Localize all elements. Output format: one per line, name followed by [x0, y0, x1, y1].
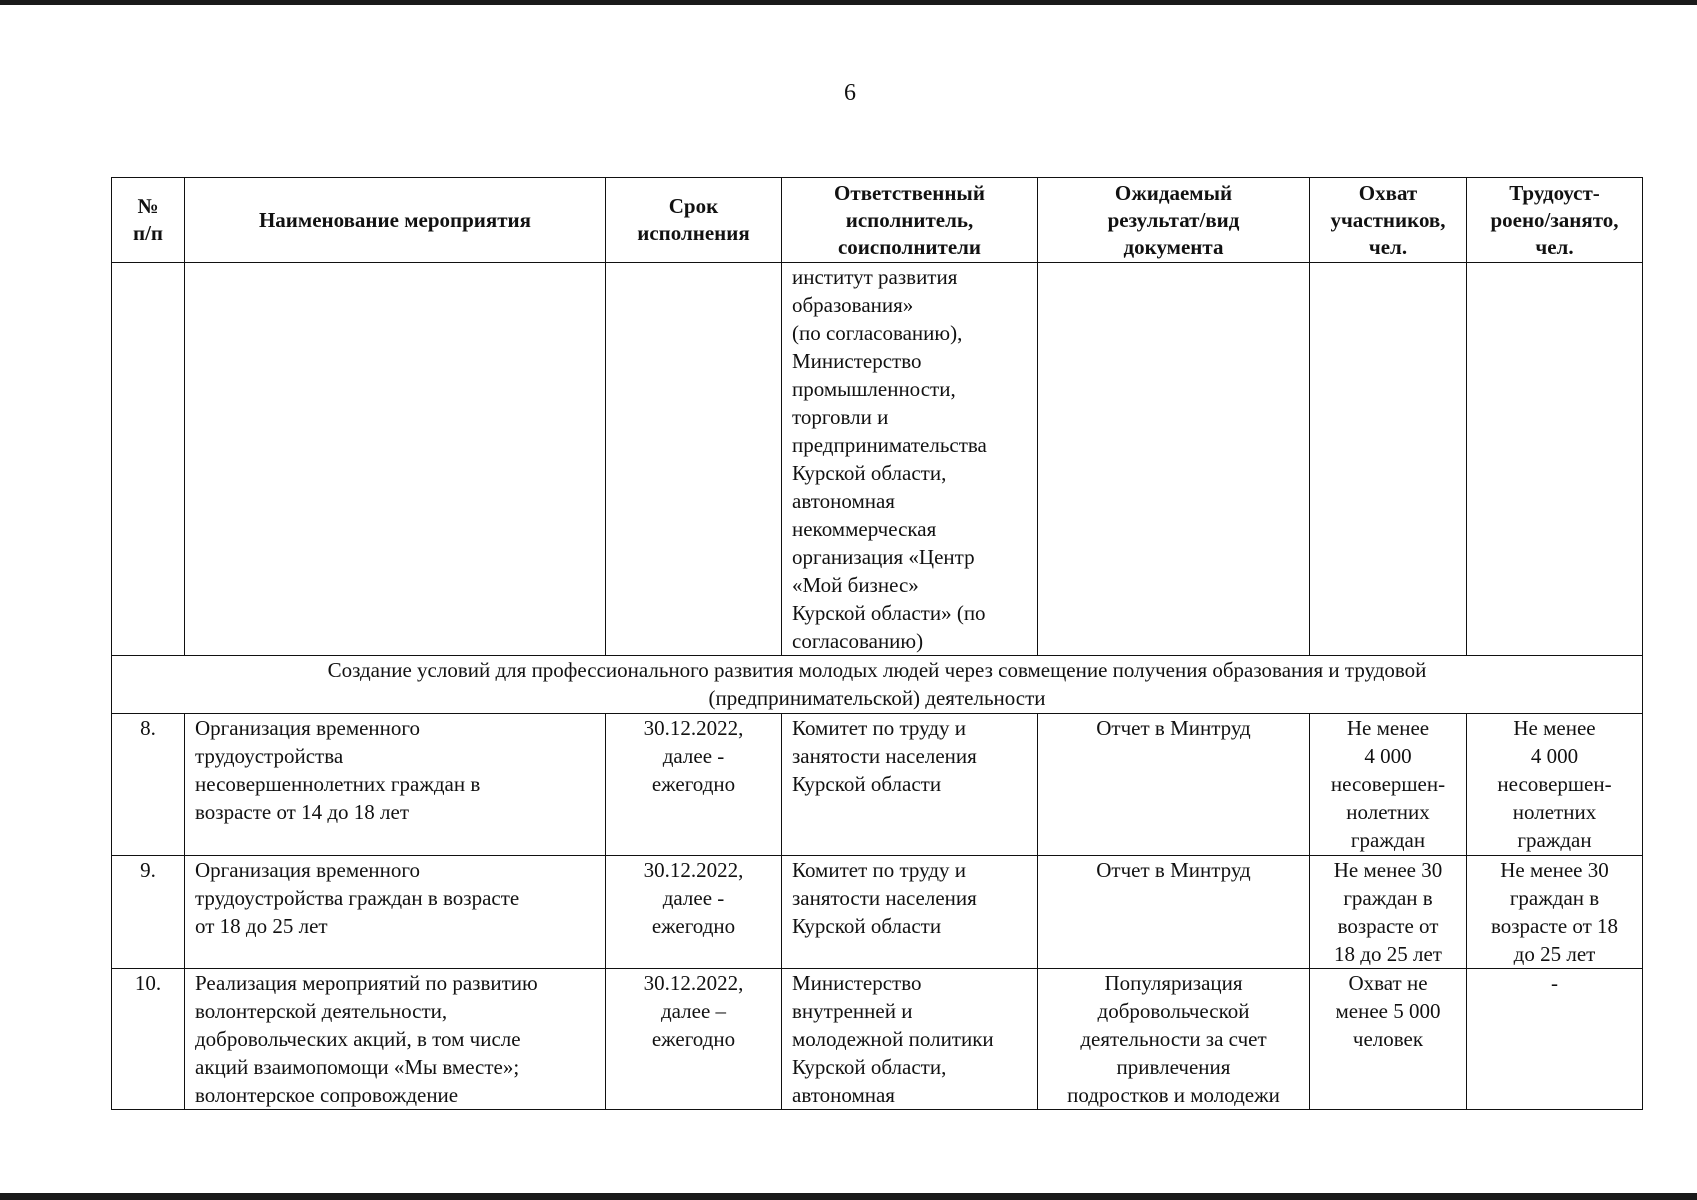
- cell-responsible: Комитет по труду и занятости населения Курской области: [782, 856, 1038, 969]
- cell-num: 10.: [112, 969, 185, 1110]
- cell-responsible: Комитет по труду и занятости населения Курской области: [782, 714, 1038, 856]
- cell-responsible: Министерство внутренней и молодежной политики Курской области, автономная: [782, 969, 1038, 1110]
- cell-employed: Не менее 4 000 несовершен- нолетних граждан: [1467, 714, 1643, 856]
- header-deadline: Срок исполнения: [606, 178, 782, 263]
- table-row-continuation: [112, 263, 1643, 656]
- cell-deadline: 30.12.2022, далее - ежегодно: [606, 856, 782, 969]
- cell-result: Отчет в Минтруд: [1038, 856, 1310, 969]
- cell-name: Организация временного трудоустройства несовершеннолетних граждан в возрасте от 14 до 18 лет: [185, 714, 606, 856]
- cell-coverage: [1310, 263, 1467, 656]
- header-result: Ожидаемый результат/вид документа: [1038, 178, 1310, 263]
- cell-coverage: Не менее 4 000 несовершен- нолетних граждан: [1310, 714, 1467, 856]
- cell-num: [112, 263, 185, 656]
- table-row: [112, 969, 1643, 1110]
- header-coverage: Охват участников, чел.: [1310, 178, 1467, 263]
- cell-employed: Не менее 30 граждан в возрасте от 18 до 25 лет: [1467, 856, 1643, 969]
- header-responsible: Ответственный исполнитель, соисполнители: [782, 178, 1038, 263]
- cell-deadline: 30.12.2022, далее – ежегодно: [606, 969, 782, 1110]
- table-row: [112, 856, 1643, 969]
- cell-result: [1038, 263, 1310, 656]
- cell-num: 9.: [112, 856, 185, 969]
- table-row: [112, 714, 1643, 856]
- cell-name: Реализация мероприятий по развитию волонтерской деятельности, добровольческих акций, в том числе акций взаимопомощи «Мы вместе»; волонтерское сопровождение: [185, 969, 606, 1110]
- section-title: Создание условий для профессионального развития молодых людей через совмещение получения образования и трудовой (предпринимательской) деятельности: [112, 656, 1643, 714]
- cell-result: Популяризация добровольческой деятельности за счет привлечения подростков и молодежи: [1038, 969, 1310, 1110]
- activities-table: [111, 177, 1643, 1110]
- table-header-row: [112, 178, 1643, 263]
- header-num: № п/п: [112, 178, 185, 263]
- cell-result: Отчет в Минтруд: [1038, 714, 1310, 856]
- scan-edge-bottom: [0, 1193, 1697, 1200]
- scan-edge-top: [0, 0, 1697, 5]
- header-employed: Трудоуст- роено/занято, чел.: [1467, 178, 1643, 263]
- cell-name: [185, 263, 606, 656]
- cell-num: 8.: [112, 714, 185, 856]
- cell-employed: -: [1467, 969, 1643, 1110]
- cell-deadline: [606, 263, 782, 656]
- cell-coverage: Не менее 30 граждан в возрасте от 18 до 25 лет: [1310, 856, 1467, 969]
- cell-deadline: 30.12.2022, далее - ежегодно: [606, 714, 782, 856]
- cell-name: Организация временного трудоустройства граждан в возрасте от 18 до 25 лет: [185, 856, 606, 969]
- page-number: 6: [844, 80, 856, 106]
- header-name: Наименование мероприятия: [185, 178, 606, 263]
- cell-responsible: институт развития образования» (по согласованию), Министерство промышленности, торговли и предпринимательства Курской области, автономная некоммерческая организация «Центр «Мой бизнес» Курской области» (по согласованию): [782, 263, 1038, 656]
- section-header-row: [112, 656, 1643, 714]
- cell-employed: [1467, 263, 1643, 656]
- cell-coverage: Охват не менее 5 000 человек: [1310, 969, 1467, 1110]
